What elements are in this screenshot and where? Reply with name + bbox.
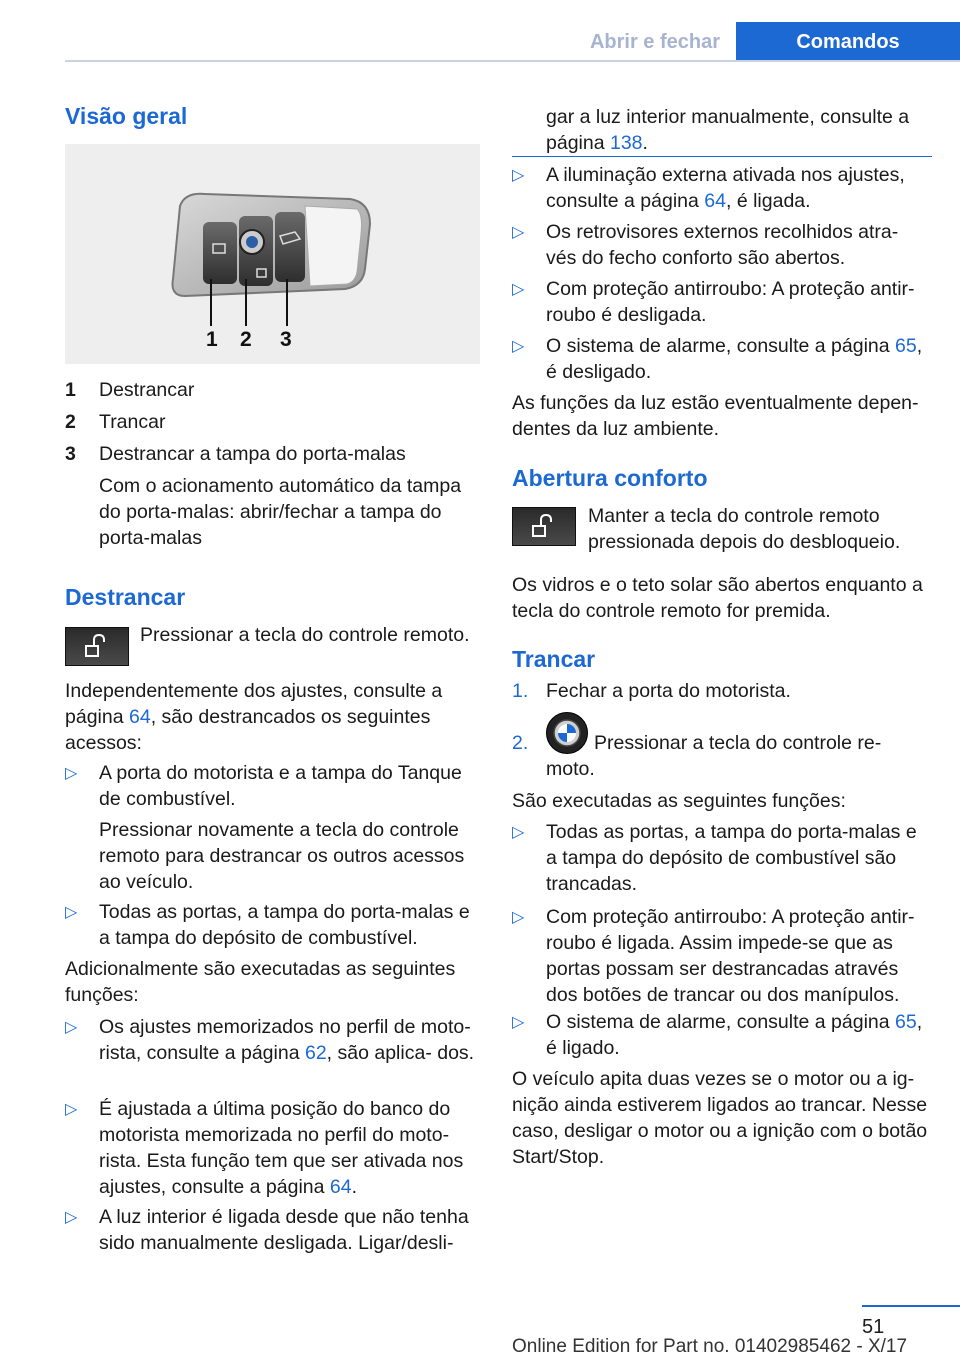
paragraph: São executadas as seguintes funções:	[512, 790, 846, 812]
edition-footer: Online Edition for Part no. 01402985462 - X/17	[512, 1336, 908, 1357]
page-link[interactable]: 65	[895, 1011, 917, 1033]
separator	[512, 156, 932, 157]
item-number: 1	[65, 379, 76, 401]
step-text: Pressionar a tecla do controle re- moto.	[546, 732, 882, 780]
triangle-bullet-icon: ▷	[512, 1014, 525, 1031]
triangle-bullet-icon: ▷	[65, 765, 78, 782]
triangle-bullet-icon: ▷	[512, 224, 525, 241]
item-number: 2	[65, 411, 76, 433]
unlock-button-image	[65, 627, 129, 666]
figure-label-1: 1	[206, 328, 218, 351]
page-link[interactable]: 64	[128, 706, 151, 728]
item-text: Trancar	[99, 411, 166, 433]
section-title-comfort: Abertura conforto	[512, 465, 708, 491]
unlock-instruction: Pressionar a tecla do controle remoto.	[140, 624, 470, 646]
triangle-bullet-icon: ▷	[65, 1101, 78, 1118]
unlock-button-image	[512, 507, 576, 546]
tab-abrir-e-fechar[interactable]: Abrir e fechar	[589, 31, 721, 53]
triangle-bullet-icon: ▷	[512, 909, 525, 926]
item-number: 3	[65, 443, 76, 465]
header-rule	[65, 60, 960, 62]
item-text: Destrancar a tampa do porta-malas	[99, 443, 406, 465]
unlock-icon	[66, 628, 128, 665]
page-link[interactable]: 65	[895, 335, 917, 357]
paragraph: Independentemente dos ajustes, consulte a página 64, são destrancados os seguintes acessos:	[65, 680, 443, 754]
remote-key-illustration	[65, 144, 480, 364]
section-title-overview: Visão geral	[65, 103, 188, 129]
triangle-bullet-icon: ▷	[65, 1209, 78, 1226]
section-title-lock: Trancar	[512, 646, 596, 672]
tab-comandos[interactable]: Comandos	[736, 22, 960, 60]
continued-text: gar a luz interior manualmente, consulte a página 138.	[546, 106, 910, 154]
comfort-instruction: Manter a tecla do controle remoto pressionada depois do desbloqueio.	[588, 505, 901, 553]
item-3-detail: Com o acionamento automático da tampa do porta-malas: abrir/fechar a tampa do porta-malas	[99, 475, 462, 549]
triangle-bullet-icon: ▷	[65, 904, 78, 921]
page-link[interactable]: 64	[704, 190, 726, 212]
page-number: 51	[862, 1316, 885, 1338]
page-link[interactable]: 64	[329, 1176, 352, 1198]
page-link[interactable]: 62	[304, 1042, 327, 1064]
key-figure	[65, 144, 480, 364]
paragraph: Os vidros e o teto solar são abertos enquanto a tecla do controle remoto for premida.	[512, 574, 923, 622]
paragraph: O veículo apita duas vezes se o motor ou a ig- nição ainda estiverem ligados ao trancar. Nesse caso, desligar o motor ou a ignição com o botão Start/Stop.	[512, 1068, 928, 1168]
triangle-bullet-icon: ▷	[512, 167, 525, 184]
item-text: Destrancar	[99, 379, 195, 401]
figure-label-3: 3	[280, 328, 292, 351]
triangle-bullet-icon: ▷	[512, 824, 525, 841]
triangle-bullet-icon: ▷	[65, 1019, 78, 1036]
figure-label-2: 2	[240, 328, 252, 351]
paragraph: As funções da luz estão eventualmente depen- dentes da luz ambiente.	[512, 392, 919, 440]
paragraph: Adicionalmente são executadas as seguintes funções:	[65, 958, 456, 1006]
unlock-icon	[513, 508, 575, 545]
triangle-bullet-icon: ▷	[512, 281, 525, 298]
section-title-unlock: Destrancar	[65, 584, 186, 610]
page-link[interactable]: 138	[609, 132, 643, 154]
bullet-detail: Pressionar novamente a tecla do controle remoto para destrancar os outros acessos ao veículo.	[99, 819, 465, 893]
footer-rule	[862, 1305, 960, 1307]
triangle-bullet-icon: ▷	[512, 338, 525, 355]
